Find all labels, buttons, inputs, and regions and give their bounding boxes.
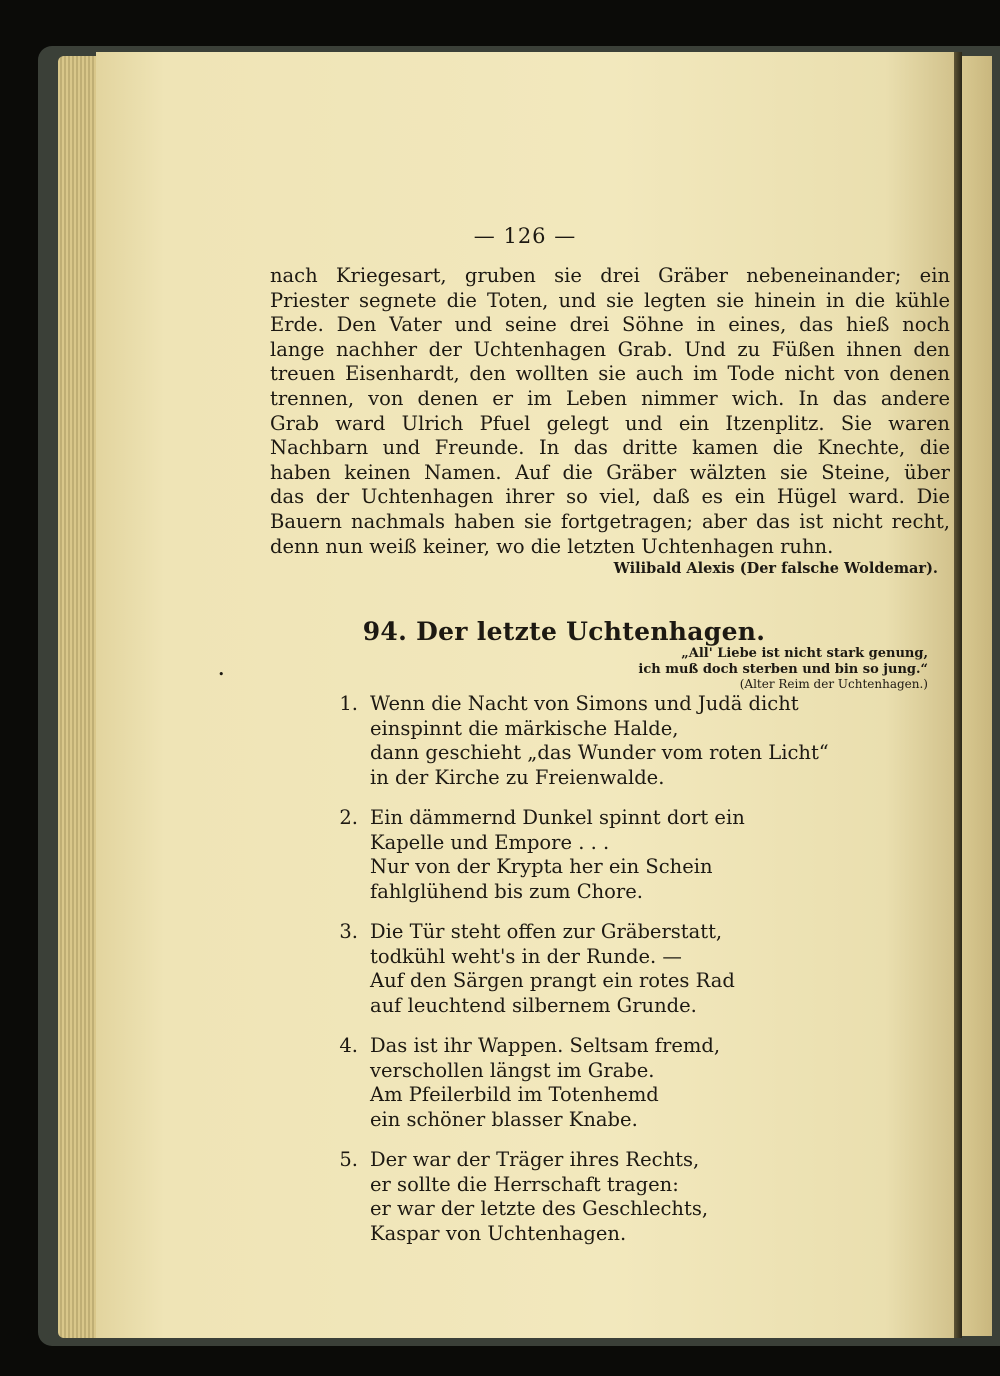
verse-line: er war der letzte des Geschlechts, [370, 1197, 709, 1220]
stanza [332, 692, 892, 790]
facing-page-edge [962, 56, 992, 1336]
verse-line: Auf den Särgen prangt ein rotes Rad [370, 969, 735, 992]
verse-line: Kaspar von Uchtenhagen. [370, 1221, 627, 1245]
prose-line: denn nun weiß keiner, wo die letzten Uchtenhagen ruhn. [270, 534, 834, 558]
epigraph-source: (Alter Reim der Uchtenhagen.) [739, 677, 928, 691]
stanza-number: 4. [339, 1034, 358, 1057]
attribution: Wilibald Alexis (Der falsche Woldemar). [613, 560, 938, 577]
prose-line: Priester segnete die Toten, und sie legten sie hinein in die kühle [270, 288, 950, 312]
stanza-number: 2. [339, 806, 358, 829]
verse-line: er sollte die Herrschaft tragen: [370, 1172, 679, 1196]
verse-line: dann geschieht „das Wunder vom roten Licht“ [370, 741, 829, 764]
stanza-number: 3. [339, 920, 358, 943]
verse-line: Am Pfeilerbild im Totenhemd [370, 1083, 659, 1106]
prose-line: nach Kriegesart, gruben sie drei Gräber nebeneinander; ein [270, 264, 950, 287]
prose-line: lange nachher der Uchtenhagen Grab. Und zu Füßen ihnen den [270, 337, 950, 361]
epigraph [506, 646, 928, 693]
stanza [332, 920, 892, 1018]
stanza [332, 1148, 892, 1246]
stanza [332, 1034, 892, 1132]
verse-line: Die Tür steht offen zur Gräberstatt, [370, 920, 723, 943]
page-edges [58, 56, 100, 1338]
page-number: — 126 — [473, 224, 577, 248]
prose-line: haben keinen Namen. Auf die Gräber wälzten sie Steine, über [270, 460, 950, 484]
book-page [96, 52, 954, 1338]
prose-line: treuen Eisenhardt, den wollten sie auch im Tode nicht von denen [270, 362, 950, 386]
prose-line: Bauern nachmals haben sie fortgetragen; aber das ist nicht recht, [270, 509, 950, 533]
epigraph-line-1: „All' Liebe ist nicht stark genung, [681, 646, 928, 661]
prose-line: das der Uchtenhagen ihrer so viel, daß es ein Hügel ward. Die [270, 485, 950, 509]
prose-line: Grab ward Ulrich Pfuel gelegt und ein Itzenplitz. Sie waren [270, 411, 950, 435]
prose-line: trennen, von denen er im Leben nimmer wich. In das andere [270, 386, 950, 410]
verse-line: Wenn die Nacht von Simons und Judä dicht [370, 692, 799, 715]
verse-line: auf leuchtend silbernem Grunde. [370, 993, 697, 1017]
stanza [332, 806, 892, 904]
verse-line: Nur von der Krypta her ein Schein [370, 855, 713, 878]
verse-line: Das ist ihr Wappen. Seltsam fremd, [370, 1034, 721, 1057]
verse-line: todkühl weht's in der Runde. — [370, 944, 682, 968]
verse-line: Der war der Träger ihres Rechts, [370, 1148, 700, 1171]
poem-heading: 94. Der letzte Uchtenhagen. [362, 617, 766, 646]
verse-line: einspinnt die märkische Halde, [370, 716, 679, 740]
margin-mark: • [218, 668, 225, 681]
verse-line: fahlglühend bis zum Chore. [370, 879, 643, 903]
stanza-number: 5. [339, 1148, 358, 1171]
prose-paragraph [270, 264, 950, 559]
verse-line: ein schöner blasser Knabe. [370, 1107, 638, 1131]
prose-line: Nachbarn und Freunde. In das dritte kamen die Knechte, die [270, 436, 950, 460]
prose-line: Erde. Den Vater und seine drei Söhne in eines, das hieß noch [270, 313, 950, 337]
stanza-number: 1. [339, 692, 358, 715]
epigraph-line-2: ich muß doch sterben und bin so jung.“ [638, 661, 928, 677]
verse-line: in der Kirche zu Freienwalde. [370, 765, 665, 789]
verse-line: Ein dämmernd Dunkel spinnt dort ein [370, 806, 745, 829]
verse-line: Kapelle und Empore . . . [370, 830, 610, 854]
verse-line: verschollen längst im Grabe. [370, 1058, 655, 1082]
